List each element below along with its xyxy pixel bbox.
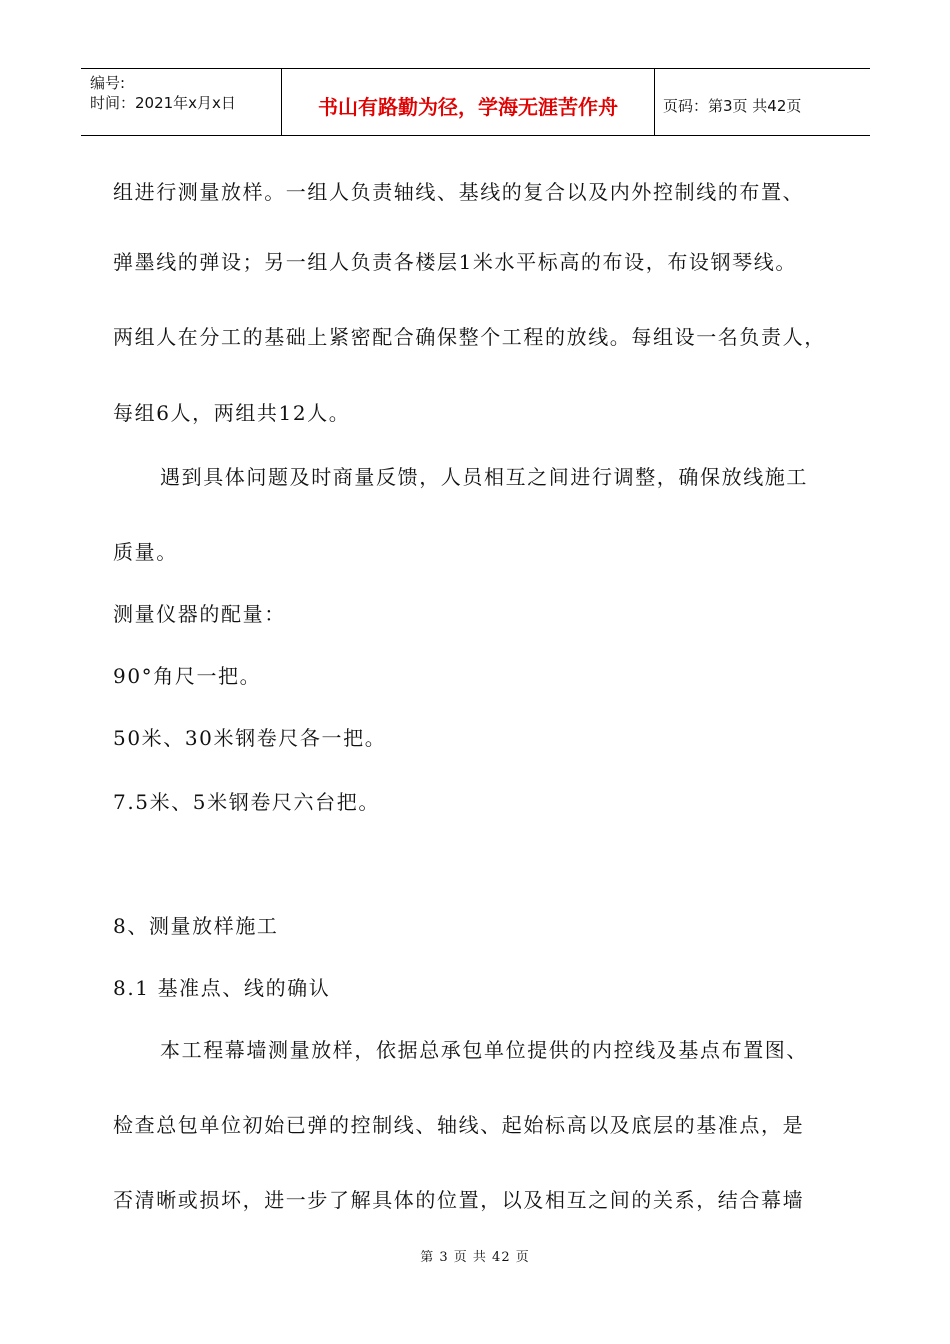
page-footer: 第 3 页 共 42 页 <box>420 1250 530 1265</box>
body-line-1: 组进行测量放样。一组人负责轴线、基线的复合以及内外控制线的布置、 <box>113 180 805 204</box>
document-date-label: 时间：2021年x月x日 <box>90 94 236 112</box>
header-meta-cell <box>81 69 282 135</box>
body-line-8: 90°角尺一把。 <box>113 664 262 688</box>
section-heading-8: 8、测量放样施工 <box>113 914 279 938</box>
body-line-4: 每组6人，两组共12人。 <box>113 401 351 425</box>
subsection-heading-8-1: 8.1 基准点、线的确认 <box>113 976 331 1000</box>
document-number-label: 编号: <box>90 74 126 92</box>
page-header <box>81 68 870 136</box>
body-line-7: 测量仪器的配量： <box>113 602 286 626</box>
body-line-2: 弹墨线的弹设；另一组人负责各楼层1米水平标高的布设，布设钢琴线。 <box>113 250 797 274</box>
body-line-9: 50米、30米钢卷尺各一把。 <box>113 726 387 750</box>
header-page-info: 页码：第3页 共42页 <box>663 96 802 115</box>
body-line-13: 本工程幕墙测量放样，依据总承包单位提供的内控线及基点布置图、 <box>160 1038 808 1062</box>
body-line-5: 遇到具体问题及时商量反馈，人员相互之间进行调整，确保放线施工 <box>160 465 808 489</box>
header-motto: 书山有路勤为径，学海无涯苦作舟 <box>282 69 655 135</box>
body-line-3: 两组人在分工的基础上紧密配合确保整个工程的放线。每组设一名负责人， <box>113 325 826 349</box>
body-line-10: 7.5米、5米钢卷尺六台把。 <box>113 790 380 814</box>
body-line-14: 检查总包单位初始已弹的控制线、轴线、起始标高以及底层的基准点，是 <box>113 1113 805 1137</box>
body-line-15: 否清晰或损坏，进一步了解具体的位置，以及相互之间的关系，结合幕墙 <box>113 1188 805 1212</box>
body-line-6: 质量。 <box>113 540 178 564</box>
